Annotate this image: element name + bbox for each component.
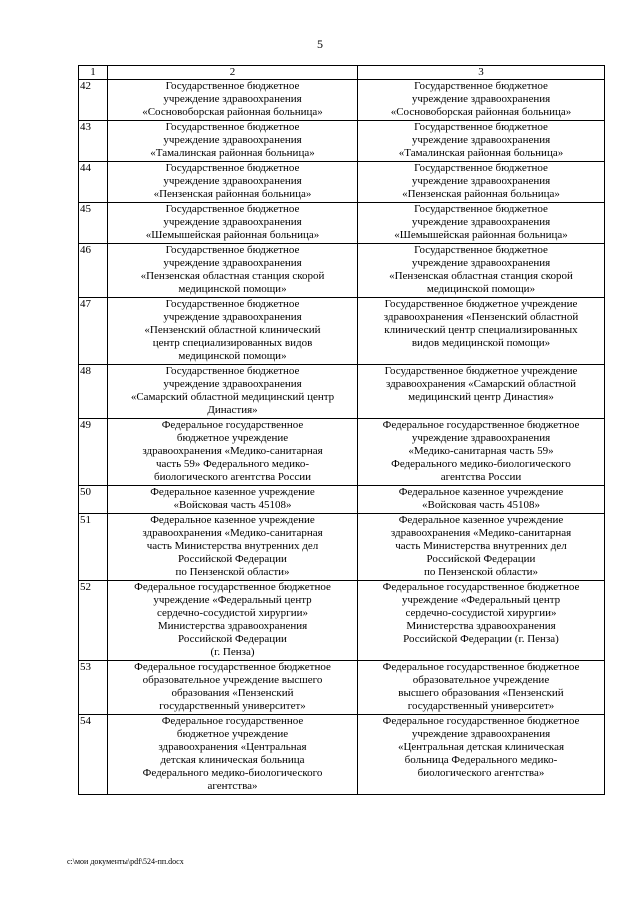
institution-cell: Федеральное казенное учреждение «Войсковая часть 45108» <box>358 486 605 514</box>
row-number-cell: 54 <box>79 715 108 795</box>
institution-cell: Государственное бюджетное учреждение здравоохранения «Пензенская районная больница» <box>358 162 605 203</box>
row-number-cell: 47 <box>79 298 108 365</box>
header-cell-1: 1 <box>79 66 108 80</box>
institution-cell: Федеральное государственное бюджетное образовательное учреждение высшего образования «Пензенский государственный университет» <box>108 661 358 715</box>
institution-cell: Федеральное казенное учреждение здравоохранения «Медико-санитарная часть Министерства внутренних дел Российской Федерации по Пензенской области» <box>108 514 358 581</box>
institution-cell: Государственное бюджетное учреждение здравоохранения «Сосновоборская районная больница» <box>108 80 358 121</box>
table-row <box>79 514 605 581</box>
institution-cell: Федеральное государственное бюджетное учреждение «Федеральный центр сердечно-сосудистой хирургии» Министерства здравоохранения Российской Федерации (г. Пенза) <box>358 581 605 661</box>
table-row <box>79 486 605 514</box>
row-number-cell: 44 <box>79 162 108 203</box>
row-number-cell: 49 <box>79 419 108 486</box>
institution-cell: Государственное бюджетное учреждение здравоохранения «Самарский областной медицинский центр Династия» <box>358 365 605 419</box>
institution-cell: Федеральное государственное бюджетное учреждение здравоохранения «Центральная детская клиническая больница Федерального медико-биологического агентства» <box>108 715 358 795</box>
row-number-cell: 45 <box>79 203 108 244</box>
table-row <box>79 80 605 121</box>
header-cell-2: 2 <box>108 66 358 80</box>
table-row <box>79 365 605 419</box>
table-row <box>79 203 605 244</box>
institution-cell: Федеральное государственное бюджетное образовательное учреждение высшего образования «Пензенский государственный университет» <box>358 661 605 715</box>
table-row <box>79 244 605 298</box>
institution-cell: Государственное бюджетное учреждение здравоохранения «Пензенская областная станция скорой медицинской помощи» <box>358 244 605 298</box>
row-number-cell: 43 <box>79 121 108 162</box>
institution-cell: Государственное бюджетное учреждение здравоохранения «Пензенский областной клинический центр специализированных видов медицинской помощи» <box>108 298 358 365</box>
row-number-cell: 42 <box>79 80 108 121</box>
institution-cell: Федеральное государственное бюджетное учреждение здравоохранения «Медико-санитарная часть 59» Федерального медико- биологического агентства России <box>108 419 358 486</box>
row-number-cell: 48 <box>79 365 108 419</box>
institution-cell: Государственное бюджетное учреждение здравоохранения «Пензенская областная станция скорой медицинской помощи» <box>108 244 358 298</box>
row-number-cell: 50 <box>79 486 108 514</box>
page-number: 5 <box>317 37 323 51</box>
institution-cell: Федеральное казенное учреждение «Войсковая часть 45108» <box>108 486 358 514</box>
file-path-footer: c:\мои документы\pdf\524-пп.docx <box>67 857 184 866</box>
institution-cell: Государственное бюджетное учреждение здравоохранения «Пензенская районная больница» <box>108 162 358 203</box>
institution-cell: Федеральное государственное бюджетное учреждение «Федеральный центр сердечно-сосудистой хирургии» Министерства здравоохранения Российской Федерации (г. Пенза) <box>108 581 358 661</box>
institutions-table <box>78 65 605 795</box>
institution-cell: Государственное бюджетное учреждение здравоохранения «Тамалинская районная больница» <box>358 121 605 162</box>
institution-cell: Государственное бюджетное учреждение здравоохранения «Сосновоборская районная больница» <box>358 80 605 121</box>
institution-cell: Федеральное государственное бюджетное учреждение здравоохранения «Центральная детская клиническая больница Федерального медико- биологического агентства» <box>358 715 605 795</box>
header-cell-3: 3 <box>358 66 605 80</box>
institution-cell: Государственное бюджетное учреждение здравоохранения «Тамалинская районная больница» <box>108 121 358 162</box>
institution-cell: Федеральное казенное учреждение здравоохранения «Медико-санитарная часть Министерства внутренних дел Российской Федерации по Пензенской области» <box>358 514 605 581</box>
table-row <box>79 419 605 486</box>
table-row <box>79 581 605 661</box>
table-row <box>79 661 605 715</box>
institution-cell: Федеральное государственное бюджетное учреждение здравоохранения «Медико-санитарная часть 59» Федерального медико-биологического агентства России <box>358 419 605 486</box>
row-number-cell: 53 <box>79 661 108 715</box>
institution-cell: Государственное бюджетное учреждение здравоохранения «Шемышейская районная больница» <box>108 203 358 244</box>
row-number-cell: 51 <box>79 514 108 581</box>
table-header-row <box>79 66 605 80</box>
row-number-cell: 52 <box>79 581 108 661</box>
table-row <box>79 298 605 365</box>
institution-cell: Государственное бюджетное учреждение здравоохранения «Пензенский областной клинический центр специализированных видов медицинской помощи» <box>358 298 605 365</box>
table-row <box>79 162 605 203</box>
institution-cell: Государственное бюджетное учреждение здравоохранения «Шемышейская районная больница» <box>358 203 605 244</box>
institution-cell: Государственное бюджетное учреждение здравоохранения «Самарский областной медицинский центр Династия» <box>108 365 358 419</box>
row-number-cell: 46 <box>79 244 108 298</box>
table-row <box>79 715 605 795</box>
table-row <box>79 121 605 162</box>
